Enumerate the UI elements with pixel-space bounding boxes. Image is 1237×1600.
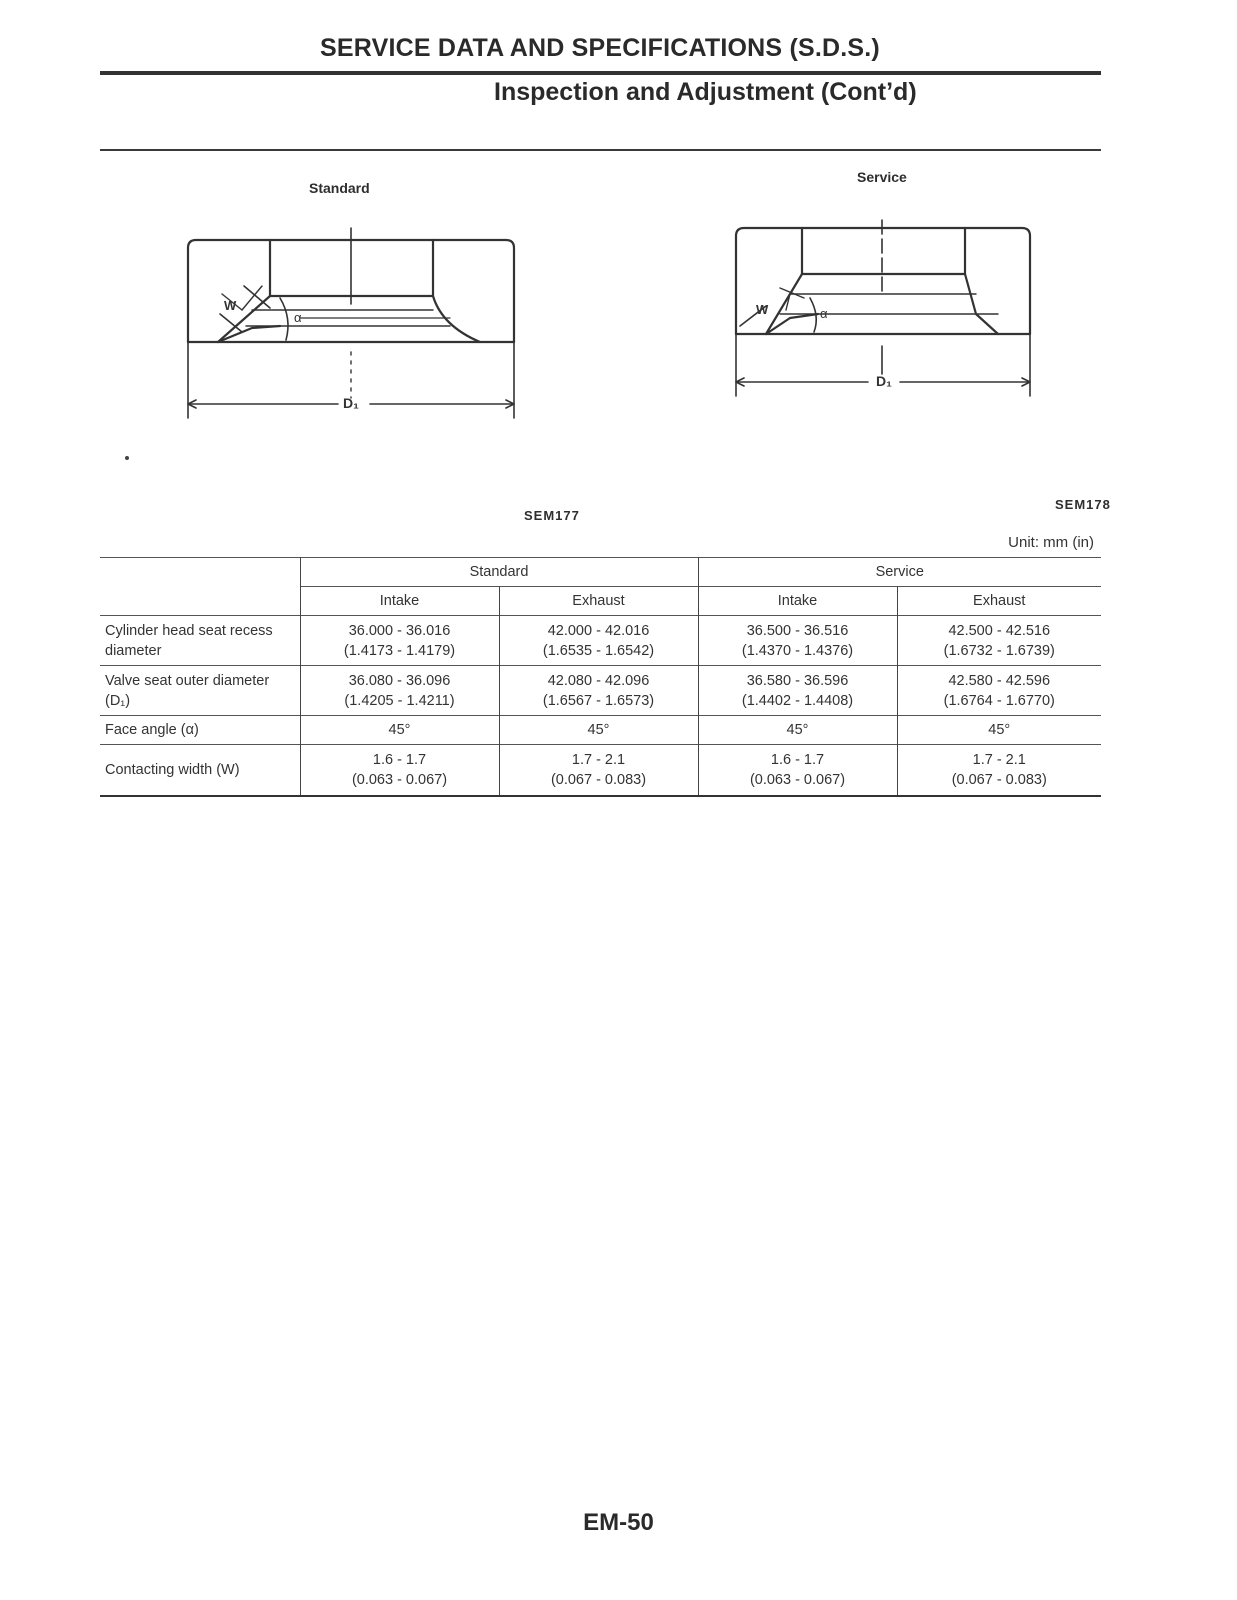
table-cell: 36.000 - 36.016 (1.4173 - 1.4179)	[300, 616, 499, 666]
service-alpha-label: α	[820, 306, 828, 321]
standard-alpha-label: α	[294, 310, 302, 325]
page-number: EM-50	[583, 1509, 654, 1536]
service-d1-label: D₁	[876, 373, 892, 389]
section-rule	[100, 149, 1101, 151]
table-cell: 42.580 - 42.596 (1.6764 - 1.6770)	[897, 666, 1101, 716]
group-header-standard: Standard	[300, 558, 698, 587]
table-cell: 45°	[897, 716, 1101, 745]
sub-header-service-intake: Intake	[698, 587, 897, 616]
table-cell: 1.7 - 2.1 (0.067 - 0.083)	[897, 745, 1101, 796]
standard-d1-label: D₁	[343, 395, 359, 411]
table-row	[100, 716, 1101, 745]
spec-table	[100, 557, 1101, 797]
table-row	[100, 666, 1101, 716]
table-group-header-row	[100, 558, 1101, 587]
unit-label: Unit: mm (in)	[1008, 534, 1094, 551]
row-label: Valve seat outer diameter (D₁)	[105, 672, 270, 709]
row-label: Face angle (α)	[105, 722, 199, 738]
service-w-label: W	[756, 302, 769, 317]
page-title: SERVICE DATA AND SPECIFICATIONS (S.D.S.)	[320, 34, 880, 62]
standard-figure-label: Standard	[309, 180, 370, 196]
sub-header-standard-intake: Intake	[300, 587, 499, 616]
table-cell: 45°	[698, 716, 897, 745]
table-cell: 36.580 - 36.596 (1.4402 - 1.4408)	[698, 666, 897, 716]
service-seat-diagram	[728, 214, 1038, 404]
table-cell: 36.080 - 36.096 (1.4205 - 1.4211)	[300, 666, 499, 716]
standard-w-label: W	[224, 298, 237, 313]
header-rule	[100, 71, 1101, 75]
table-cell: 1.6 - 1.7 (0.063 - 0.067)	[698, 745, 897, 796]
table-row	[100, 616, 1101, 666]
service-figure-label: Service	[857, 169, 907, 185]
service-figure-ref: SEM178	[1055, 497, 1111, 512]
table-cell: 42.500 - 42.516 (1.6732 - 1.6739)	[897, 616, 1101, 666]
table-cell: 42.000 - 42.016 (1.6535 - 1.6542)	[499, 616, 698, 666]
table-cell: 1.7 - 2.1 (0.067 - 0.083)	[499, 745, 698, 796]
row-label: Contacting width (W)	[105, 761, 240, 778]
sub-header-service-exhaust: Exhaust	[897, 587, 1101, 616]
table-row	[100, 745, 1101, 796]
table-corner-cell	[100, 558, 300, 616]
table-cell: 42.080 - 42.096 (1.6567 - 1.6573)	[499, 666, 698, 716]
sub-header-standard-exhaust: Exhaust	[499, 587, 698, 616]
table-cell: 45°	[499, 716, 698, 745]
section-subtitle: Inspection and Adjustment (Cont’d)	[494, 78, 917, 106]
standard-seat-diagram	[180, 222, 525, 427]
standard-figure-ref: SEM177	[524, 508, 580, 523]
table-cell: 36.500 - 36.516 (1.4370 - 1.4376)	[698, 616, 897, 666]
row-label: Cylinder head seat recess diameter	[105, 622, 273, 659]
stray-dot	[125, 456, 129, 460]
table-cell: 45°	[300, 716, 499, 745]
table-cell: 1.6 - 1.7 (0.063 - 0.067)	[300, 745, 499, 796]
group-header-service: Service	[698, 558, 1101, 587]
